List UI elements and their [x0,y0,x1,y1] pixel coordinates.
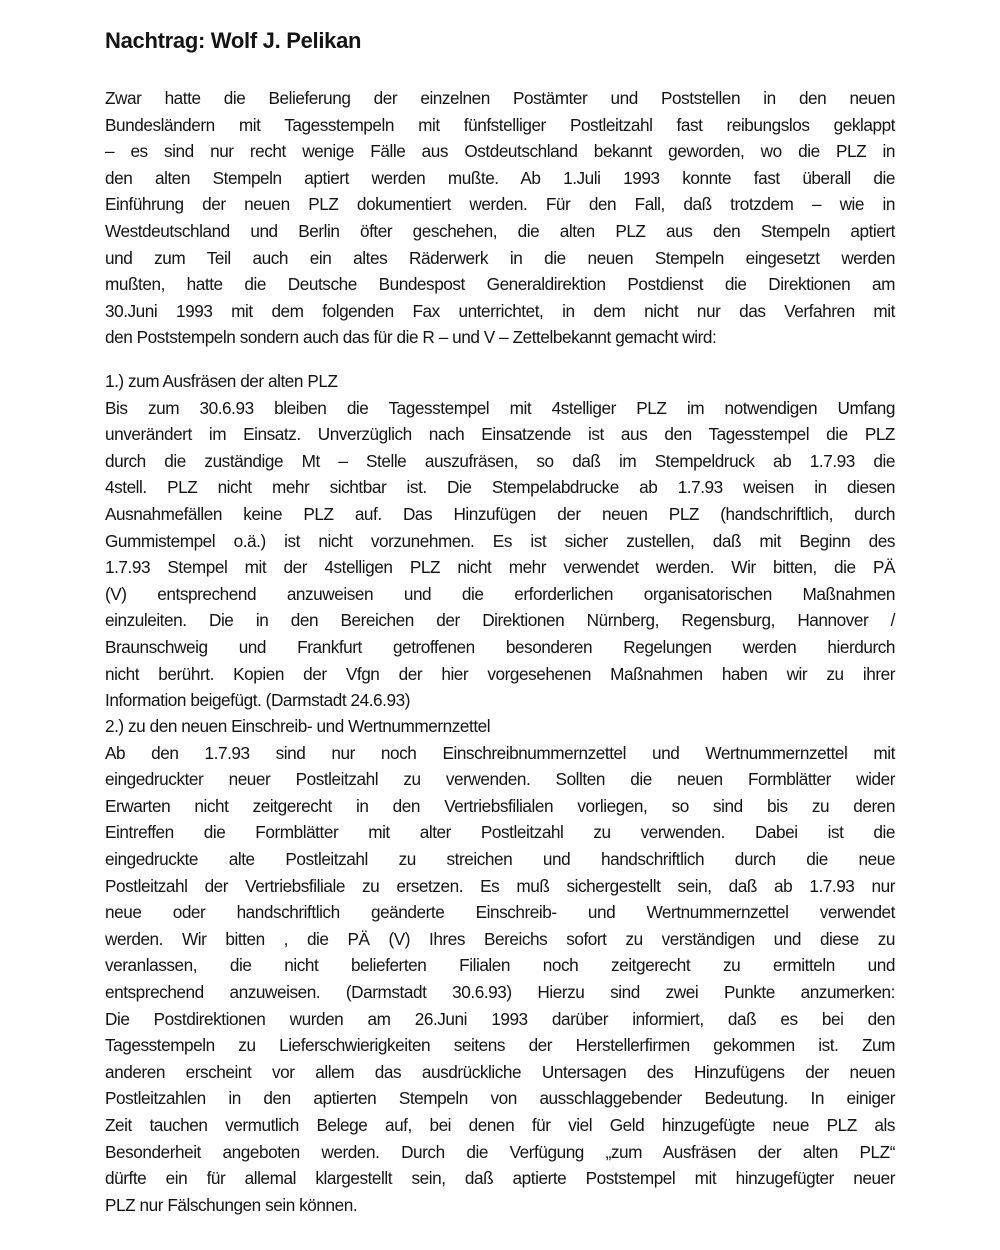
text-line: neue oder handschriftlich geänderte Einschreib- und Wertnummernzettel verwendet [105,902,895,923]
text-line: – es sind nur recht wenige Fälle aus Ostdeutschland bekannt geworden, wo die PLZ in [105,141,895,162]
text-line: Postleitzahlen in den aptierten Stempeln von ausschlaggebender Bedeutung. In einiger [105,1088,895,1109]
text-line: 1.7.93 Stempel mit der 4stelligen PLZ nicht mehr verwendet werden. Wir bitten, die PÄ [105,557,895,578]
text-line: Besonderheit angeboten werden. Durch die Verfügung „zum Ausfräsen der alten PLZ“ [105,1141,895,1162]
text-line: Die Postdirektionen wurden am 26.Juni 1993 darüber informiert, daß es bei den [105,1008,895,1029]
section-1-ausfraesen [105,368,895,714]
text-line: und zum Teil auch ein altes Räderwerk in die neuen Stempeln eingesetzt werden [105,247,895,268]
text-line: Gummistempel o.ä.) ist nicht vorzunehmen. Es ist sicher zustellen, daß mit Beginn des [105,530,895,551]
section-heading: 2.) zu den neuen Einschreib- und Wertnummernzettel [105,716,491,736]
text-line: Zeit tauchen vermutlich Belege auf, bei denen für viel Geld hinzugefügte neue PLZ als [105,1114,895,1135]
text-line: unverändert im Einsatz. Unverzüglich nach Einsatzende ist aus den Tagesstempel die PLZ [105,424,895,445]
text-line: Postleitzahl der Vertriebsfiliale zu ersetzen. Es muß sichergestellt sein, daß ab 1.7.93 nur [105,875,895,896]
text-line: Bundesländern mit Tagesstempeln mit fünfstelliger Postleitzahl fast reibungslos geklappt [105,114,895,135]
text-line: nicht berührt. Kopien der Vfgn der hier vorgesehenen Maßnahmen haben wir zu ihrer [105,663,895,684]
text-line: Tagesstempeln zu Lieferschwierigkeiten seitens der Herstellerfirmen gekommen ist. Zum [105,1035,895,1056]
text-line: PLZ nur Fälschungen sein können. [105,1194,358,1215]
intro-paragraph [105,85,895,351]
text-line: durch die zuständige Mt – Stelle auszufräsen, so daß im Stempeldruck ab 1.7.93 die [105,450,895,471]
text-line: Braunschweig und Frankfurt getroffenen besonderen Regelungen werden hierdurch [105,636,895,657]
text-line: den Poststempeln sondern auch das für die R – und V – Zettelbekannt gemacht wird: [105,327,717,348]
text-line: entsprechend anzuweisen. (Darmstadt 30.6.93) Hierzu sind zwei Punkte anzumerken: [105,981,895,1002]
text-line: Zwar hatte die Belieferung der einzelnen Postämter und Poststellen in den neuen [105,88,895,108]
text-line: dürfte ein für allemal klargestellt sein, daß aptierte Poststempel mit hinzugefügter neuer [105,1168,895,1189]
text-line: (V) entsprechend anzuweisen und die erforderlichen organisatorischen Maßnahmen [105,583,895,604]
text-line: Ab den 1.7.93 sind nur noch Einschreibnummernzettel und Wertnummernzettel mit [105,742,895,763]
text-line: Information beigefügt. (Darmstadt 24.6.93) [105,690,410,711]
text-line: eingedruckte alte Postleitzahl zu streichen und handschriftlich durch die neue [105,848,895,869]
text-line: den alten Stempeln aptiert werden mußte. Ab 1.Juli 1993 konnte fast überall die [105,167,895,188]
text-line: 4stell. PLZ nicht mehr sichtbar ist. Die Stempelabdrucke ab 1.7.93 weisen in diesen [105,477,895,498]
text-line: Westdeutschland und Berlin öfter geschehen, die alten PLZ aus den Stempeln aptiert [105,220,895,241]
text-line: Erwarten nicht zeitgerecht in den Vertriebsfilialen vorliegen, so sind bis zu deren [105,795,895,816]
text-line: Ausnahmefällen keine PLZ auf. Das Hinzufügen der neuen PLZ (handschriftlich, durch [105,503,895,524]
text-line: Bis zum 30.6.93 bleiben die Tagesstempel mit 4stelliger PLZ im notwendigen Umfang [105,397,895,418]
text-line: anderen erscheint vor allem das ausdrückliche Untersagen des Hinzufügens der neuen [105,1061,895,1082]
section-2-nummernzettel [105,713,895,1218]
section-heading: 1.) zum Ausfräsen der alten PLZ [105,371,338,391]
text-line: werden. Wir bitten , die PÄ (V) Ihres Bereichs sofort zu verständigen und diese zu [105,928,895,949]
text-line: mußten, hatte die Deutsche Bundespost Generaldirektion Postdienst die Direktionen am [105,274,895,295]
text-line: veranlassen, die nicht belieferten Filialen noch zeitgerecht zu ermitteln und [105,955,895,976]
text-line: 30.Juni 1993 mit dem folgenden Fax unterrichtet, in dem nicht nur das Verfahren mit [105,300,895,321]
text-line: Einführung der neuen PLZ dokumentiert werden. Für den Fall, daß trotzdem – wie in [105,194,895,215]
text-line: eingedruckter neuer Postleitzahl zu verwenden. Sollten die neuen Formblätter wider [105,769,895,790]
text-line: einzuleiten. Die in den Bereichen der Direktionen Nürnberg, Regensburg, Hannover / [105,610,895,631]
text-line: Eintreffen die Formblätter mit alter Postleitzahl zu verwenden. Dabei ist die [105,822,895,843]
document-title: Nachtrag: Wolf J. Pelikan [105,28,362,53]
